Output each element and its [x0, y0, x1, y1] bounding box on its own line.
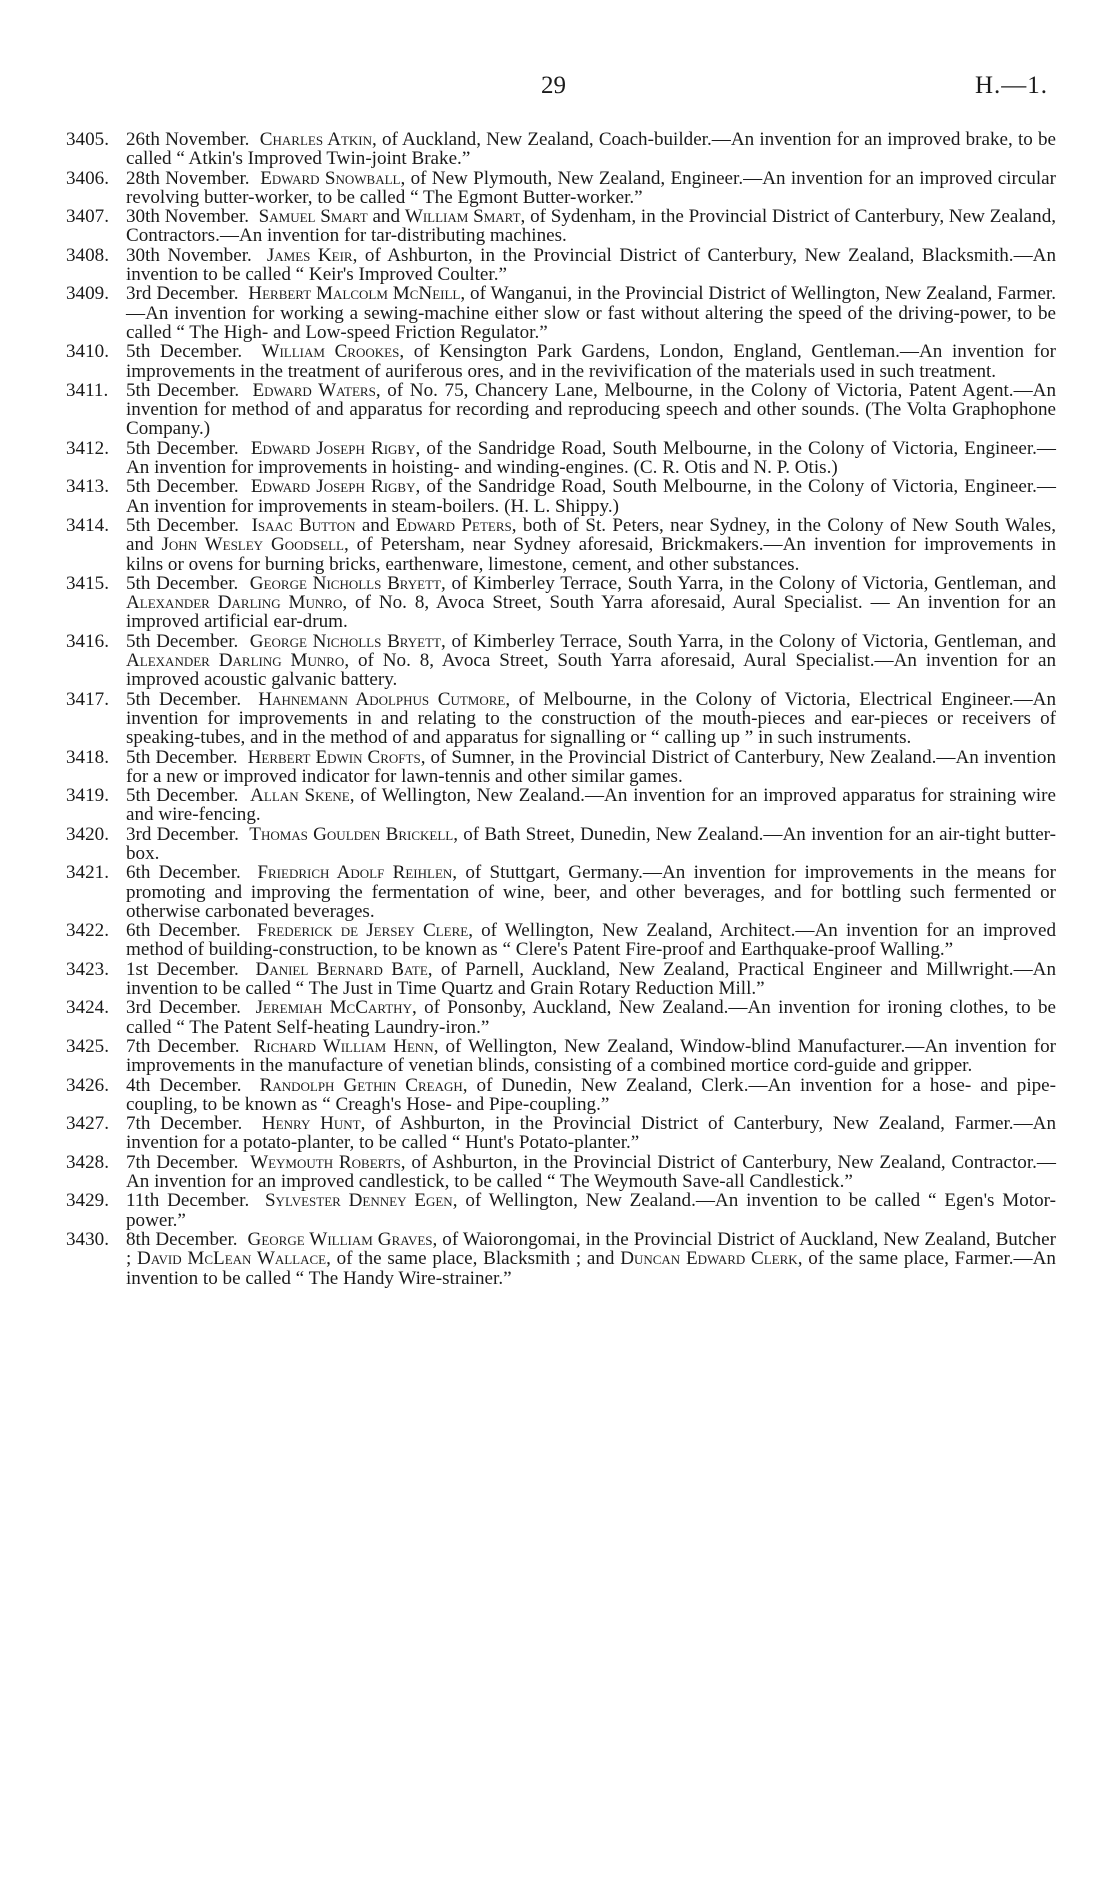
entry-body [126, 690, 1056, 748]
entry-date: 5th December. [126, 688, 242, 710]
entry-description: , of Sydenham, in the Provincial District of Canterbury, New Zealand, Contractors.—An invention for tar-distributing machines. [126, 206, 1057, 247]
entry-date: 26th November. [126, 129, 250, 150]
patent-entry [66, 516, 1056, 574]
entry-date: 3rd December. [126, 823, 239, 845]
applicant-name: Edward Snowball [260, 167, 401, 189]
entry-number: 3414. [66, 514, 109, 536]
entry-body [126, 960, 1056, 999]
patent-entry [66, 632, 1056, 690]
patent-entry [66, 825, 1056, 864]
entry-body [126, 342, 1056, 381]
entry-date: 6th December. [126, 920, 241, 942]
entry-body [126, 1114, 1056, 1153]
entry-connector: , of Kimberley Terrace, South Yarra, in the Colony of Victoria, Gentleman, and [440, 572, 1057, 594]
entry-description: , of Ponsonby, Auckland, New Zealand.—An invention for ironing clothes, to be called “ The Patent Self-heating Laundry-iron.” [126, 997, 1057, 1038]
applicant-name: George Nicholls Bryett [249, 572, 441, 594]
entry-description: , of Ashburton, in the Provincial District of Canterbury, New Zealand, Blacksmith.—An invention to be called “ Keir's Improved Coulter.” [126, 244, 1057, 286]
patent-entry [66, 1191, 1056, 1230]
entry-date: 5th December. [126, 437, 239, 459]
applicant-name: Weymouth Roberts [250, 1151, 401, 1173]
entry-connector: , of Waiorongomai, in the Provincial District of Auckland, New Zealand, Butcher ; [126, 1228, 1057, 1270]
entry-body [126, 1191, 1056, 1230]
page-number: 29 [541, 72, 566, 99]
entry-body [126, 921, 1056, 960]
entry-body [126, 284, 1056, 342]
patent-entry [66, 998, 1056, 1037]
patent-entry [66, 786, 1056, 825]
entry-date: 4th December. [126, 1074, 242, 1096]
entry-number: 3411. [66, 379, 109, 401]
entry-body [126, 825, 1056, 864]
entry-connector: and [355, 514, 396, 536]
entry-date: 11th December. [126, 1190, 250, 1212]
entry-body [126, 1076, 1056, 1115]
applicant-name: Jeremiah McCarthy [255, 997, 412, 1019]
applicant-name: Isaac Button [251, 514, 356, 536]
entry-description: , of the Sandridge Road, South Melbourne, in the Colony of Victoria, Engineer.—An invention for improvements in hoisting- and winding-engines. (C. R. Otis and N. P. Otis.) [126, 437, 1057, 479]
patent-entry [66, 381, 1056, 439]
applicant-name: Richard William Henn [253, 1035, 434, 1057]
entry-description: , of Ashburton, in the Provincial District of Canterbury, New Zealand, Farmer.—An invention for a potato-planter, to be called “ Hunt's Potato-planter.” [126, 1113, 1057, 1154]
entry-date: 7th December. [126, 1113, 243, 1135]
patent-entry [66, 284, 1056, 342]
applicant-name: Duncan Edward Clerk [620, 1248, 798, 1270]
applicant-name: Alexander Darling Munro [126, 650, 345, 672]
entry-description: , of Wellington, New Zealand, Window-blind Manufacturer.—An invention for improvements in the manufacture of venetian blinds, consisting of a combined mortice cord-guide and gripper. [126, 1035, 1056, 1077]
entry-number: 3424. [66, 997, 109, 1019]
applicant-name: George Nicholls Bryett [249, 630, 441, 652]
entry-description: , of Kensington Park Gardens, London, England, Gentleman.—An invention for improvements in the treatment of auriferous ores, and in the revivification of the materials used in such treatment. [126, 341, 1056, 382]
entry-body [126, 998, 1056, 1037]
applicant-name: Allan Skene [250, 785, 350, 807]
entry-description: , of Bath Street, Dunedin, New Zealand.—An invention for an air-tight butter-box. [126, 823, 1057, 864]
applicant-name: William Smart [404, 206, 521, 228]
entry-date: 30th November. [126, 206, 250, 228]
entry-description: , of No. 8, Avoca Street, South Yarra aforesaid, Aural Specialist. — An invention for an improved artificial ear-drum. [126, 592, 1056, 633]
entry-description: , of Wanganui, in the Provincial District of Wellington, New Zealand, Farmer.—An invention for working a sewing-machine either slow or fast without altering the speed of the driving-power, to be called “ The High- and Low-speed Friction Regulator.” [126, 283, 1056, 343]
entry-body [126, 632, 1056, 690]
entry-date: 7th December. [126, 1151, 239, 1173]
entry-number: 3413. [66, 476, 109, 498]
applicant-name: John Wesley Goodsell [161, 534, 344, 556]
entry-date: 5th December. [126, 341, 243, 363]
applicant-name: Thomas Goulden Brickell [249, 823, 454, 845]
entry-description: , of Auckland, New Zealand, Coach-builder.—An invention for an improved brake, to be called “ Atkin's Improved Twin-joint Brake.” [126, 129, 1057, 170]
patent-entry [66, 1153, 1056, 1192]
entry-description: , of the same place, Farmer.—An invention to be called “ The Handy Wire-strainer.” [126, 1248, 1056, 1289]
entry-date: 7th December. [126, 1035, 240, 1057]
entry-connector: and [367, 206, 405, 228]
entry-body [126, 381, 1056, 439]
entry-description: , of Petersham, near Sydney aforesaid, Brickmakers.—An invention for improvements in kilns or ovens for burning bricks, earthenware, limestone, cement, and other substances. [126, 534, 1057, 575]
entry-description: , of Wellington, New Zealand.—An invention to be called “ Egen's Motor-power.” [126, 1190, 1056, 1231]
entry-number: 3418. [66, 746, 109, 768]
entry-body [126, 574, 1056, 632]
applicant-name: James Keir [266, 244, 353, 266]
entry-number: 3427. [66, 1113, 109, 1135]
entry-number: 3415. [66, 572, 109, 594]
entry-number: 3430. [66, 1228, 109, 1250]
entry-date: 8th December. [126, 1228, 238, 1250]
entry-date: 5th December. [126, 785, 239, 807]
applicant-name: Randolph Gethin Creagh [259, 1074, 463, 1096]
patent-entry [66, 342, 1056, 381]
entry-number: 3407. [66, 206, 109, 228]
patent-entry [66, 1114, 1056, 1153]
patent-entry [66, 130, 1056, 169]
patent-entry [66, 921, 1056, 960]
entry-number: 3425. [66, 1035, 109, 1057]
entry-number: 3429. [66, 1190, 109, 1212]
entry-connector: , both of St. Peters, near Sydney, in the Colony of New South Wales, and [126, 514, 1057, 556]
entry-number: 3419. [66, 785, 109, 807]
entry-body [126, 130, 1056, 169]
entry-date: 1st December. [126, 958, 239, 980]
entry-number: 3405. [66, 129, 109, 150]
entry-number: 3408. [66, 244, 109, 266]
applicant-name: Edward Joseph Rigby [250, 437, 416, 459]
entry-description: , of Melbourne, in the Colony of Victoria, Electrical Engineer.—An invention for improvements in and relating to the construction of the mouth-pieces and ear-pieces or receivers of speaking-tubes, and in the method of and apparatus for signalling or “ calling up ” in such instruments. [126, 688, 1057, 749]
entry-number: 3406. [66, 167, 109, 189]
entry-date: 3rd December. [126, 997, 241, 1019]
entry-body [126, 169, 1056, 208]
entry-body [126, 863, 1056, 921]
patent-entry [66, 574, 1056, 632]
entry-number: 3426. [66, 1074, 109, 1096]
entry-date: 30th November. [126, 244, 252, 266]
page-header [0, 72, 1114, 112]
entry-connector: , of Kimberley Terrace, South Yarra, in the Colony of Victoria, Gentleman, and [440, 630, 1057, 652]
entry-body [126, 477, 1056, 516]
entry-body [126, 1230, 1056, 1288]
entry-number: 3410. [66, 341, 109, 363]
entry-number: 3417. [66, 688, 109, 710]
entry-date: 3rd December. [126, 283, 239, 305]
entry-number: 3423. [66, 958, 109, 980]
entry-description: , of Parnell, Auckland, New Zealand, Practical Engineer and Millwright.—An invention to be called “ The Just in Time Quartz and Grain Rotary Reduction Mill.” [126, 958, 1057, 1000]
applicant-name: Daniel Bernard Bate [255, 958, 428, 980]
entry-body [126, 786, 1056, 825]
applicant-name: Alexander Darling Munro [126, 592, 343, 614]
patent-entry [66, 439, 1056, 478]
entry-description: , of Dunedin, New Zealand, Clerk.—An invention for a hose- and pipe-coupling, to be known as “ Creagh's Hose- and Pipe-coupling.” [126, 1074, 1056, 1115]
entry-body [126, 1037, 1056, 1076]
entry-body [126, 439, 1056, 478]
patent-entry [66, 169, 1056, 208]
entry-body [126, 207, 1056, 246]
entry-body [126, 246, 1056, 285]
entry-description: , of Stuttgart, Germany.—An invention for improvements in the means for promoting and improving the fermentation of wine, beer, and other beverages, and for bottling such fermented or otherwise carbonated beverages. [126, 862, 1057, 922]
applicant-name: Edward Waters [252, 379, 376, 401]
entry-date: 5th December. [126, 476, 239, 498]
patent-entries-list [66, 130, 1056, 1288]
entry-number: 3409. [66, 283, 109, 305]
patent-entry [66, 960, 1056, 999]
entry-number: 3420. [66, 823, 109, 845]
applicant-name: Herbert Malcolm McNeill [248, 283, 461, 305]
entry-description: , of Sumner, in the Provincial District of Canterbury, New Zealand.—An invention for a new or improved indicator for lawn-tennis and other similar games. [126, 746, 1056, 787]
entry-description: , of the Sandridge Road, South Melbourne, in the Colony of Victoria, Engineer.—An invention for improvements in steam-boilers. (H. L. Shippy.) [126, 476, 1057, 517]
entry-date: 5th December. [126, 746, 238, 768]
patent-entry [66, 863, 1056, 921]
entry-date: 5th December. [126, 572, 239, 594]
entry-description: , of Ashburton, in the Provincial District of Canterbury, New Zealand, Contractor.—An invention for an improved candlestick, to be called “ The Weymouth Save-all Candlestick.” [126, 1151, 1056, 1193]
entry-date: 6th December. [126, 862, 241, 884]
applicant-name: William Crookes [261, 341, 400, 363]
patent-entry [66, 246, 1056, 285]
entry-description: , of No. 75, Chancery Lane, Melbourne, in the Colony of Victoria, Patent Agent.—An invention for method of and apparatus for recording and reproducing speech and other sounds. (The Volta Graphophone Company.) [126, 379, 1057, 440]
entry-number: 3416. [66, 630, 109, 652]
patent-entry [66, 477, 1056, 516]
patent-entry [66, 1076, 1056, 1115]
entry-date: 28th November. [126, 167, 250, 189]
entry-number: 3412. [66, 437, 109, 459]
entry-body [126, 516, 1056, 574]
applicant-name: Edward Peters [395, 514, 512, 536]
entry-description: , of Wellington, New Zealand, Architect.—An invention for an improved method of building-construction, to be known as “ Clere's Patent Fire-proof and Earthquake-proof Walling.” [126, 920, 1056, 961]
applicant-name: Friedrich Adolf Reihlen [257, 862, 453, 884]
entry-description: , of No. 8, Avoca Street, South Yarra aforesaid, Aural Specialist.—An invention for an improved acoustic galvanic battery. [126, 650, 1056, 691]
applicant-name: Edward Joseph Rigby [250, 476, 416, 498]
patent-entry [66, 690, 1056, 748]
entry-number: 3428. [66, 1151, 109, 1173]
entry-date: 5th December. [126, 514, 239, 536]
patent-entry [66, 207, 1056, 246]
applicant-name: Charles Atkin [259, 129, 373, 150]
patent-entry [66, 1037, 1056, 1076]
entry-description: , of New Plymouth, New Zealand, Engineer.—An invention for an improved circular revolving butter-worker, to be called “ The Egmont Butter-worker.” [126, 167, 1057, 208]
applicant-name: Herbert Edwin Crofts [247, 746, 421, 768]
entry-body [126, 748, 1056, 787]
applicant-name: Henry Hunt [261, 1113, 361, 1135]
applicant-name: George William Graves [247, 1228, 433, 1250]
applicant-name: David McLean Wallace [137, 1248, 327, 1270]
entry-date: 5th December. [126, 630, 239, 652]
patent-entry [66, 748, 1056, 787]
patent-entry [66, 1230, 1056, 1288]
applicant-name: Hahnemann Adolphus Cutmore [258, 688, 506, 710]
section-code: H.—1. [974, 72, 1048, 99]
applicant-name: Sylvester Denney Egen [264, 1190, 453, 1212]
applicant-name: Frederick de Jersey Clere [256, 920, 469, 942]
entry-body [126, 1153, 1056, 1192]
entry-connector: , of the same place, Blacksmith ; and [326, 1248, 621, 1270]
entry-description: , of Wellington, New Zealand.—An invention for an improved apparatus for straining wire and wire-fencing. [126, 785, 1056, 826]
entry-number: 3421. [66, 862, 109, 884]
applicant-name: Samuel Smart [258, 206, 368, 228]
entry-number: 3422. [66, 920, 109, 942]
entry-date: 5th December. [126, 379, 240, 401]
